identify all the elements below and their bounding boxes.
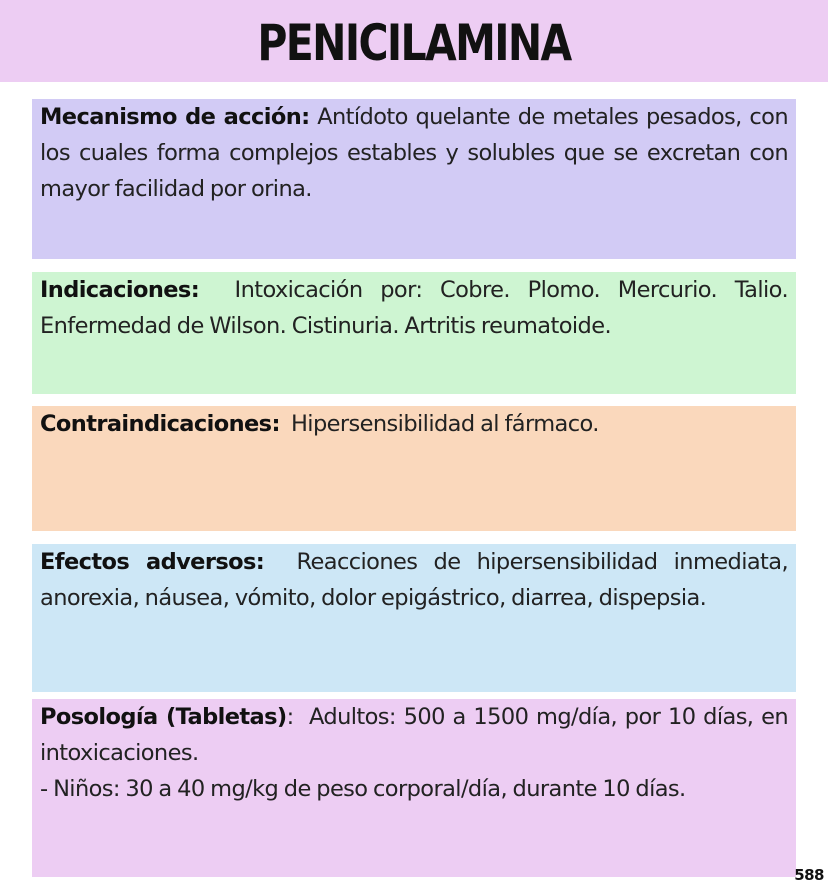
mecanismo-text: Antídoto quelante de metales pesados, con los cuales forma complejos estables y solubles que se excretan con mayor facilidad por orina. <box>40 104 788 202</box>
title-bar <box>0 0 828 82</box>
posologia-separator: : <box>286 704 294 730</box>
indicaciones-label: Indicaciones: <box>40 277 200 303</box>
posologia-ninos-line: - Niños: 30 a 40 mg/kg de peso corporal/día, durante 10 días. <box>40 776 686 802</box>
efectos-paragraph <box>40 544 788 616</box>
posologia-text: Adultos: 500 a 1500 mg/día, por 10 días, en intoxicaciones. <box>40 704 788 766</box>
mecanismo-label: Mecanismo de acción: <box>40 104 310 130</box>
indicaciones-text: Intoxicación por: Cobre. Plomo. Mercurio. Talio. Enfermedad de Wilson. Cistinuria. Artritis reumatoide. <box>40 277 788 339</box>
efectos-text: Reacciones de hipersensibilidad inmediata, anorexia, náusea, vómito, dolor epigástrico, diarrea, dispepsia. <box>40 549 788 611</box>
contraindicaciones-paragraph <box>40 406 788 442</box>
section-mecanismo <box>32 99 796 259</box>
posologia-label: Posología (Tabletas) <box>40 704 287 730</box>
contraindicaciones-text: Hipersensibilidad al fármaco. <box>290 411 599 437</box>
section-efectos-adversos <box>32 544 796 692</box>
contraindicaciones-label: Contraindicaciones: <box>40 411 280 437</box>
page-title: PENICILAMINA <box>257 14 571 72</box>
efectos-label: Efectos adversos: <box>40 549 265 575</box>
page-number: 588 <box>794 866 824 884</box>
section-posologia <box>32 699 796 877</box>
indicaciones-paragraph <box>40 272 788 344</box>
posologia-paragraph <box>40 699 788 771</box>
section-indicaciones <box>32 272 796 394</box>
section-contraindicaciones <box>32 406 796 531</box>
mecanismo-paragraph <box>40 99 788 207</box>
